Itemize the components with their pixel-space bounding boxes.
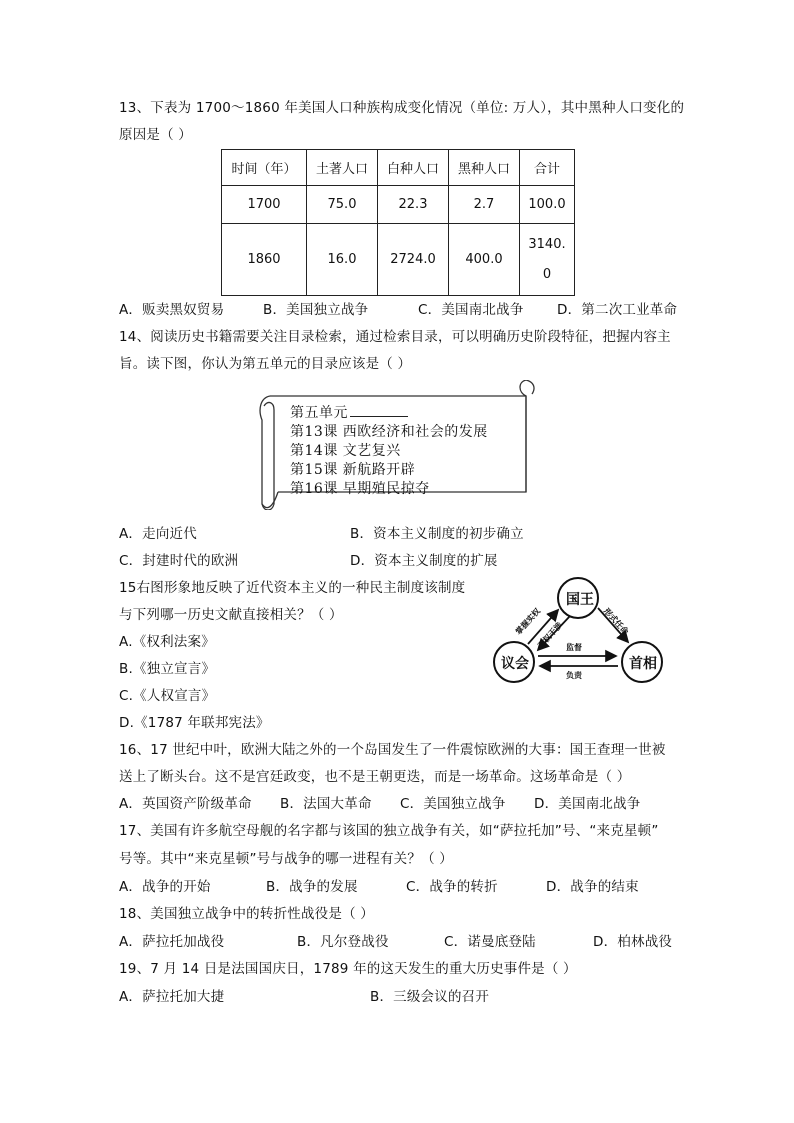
scroll-unit-heading xyxy=(290,402,408,422)
q14-stem-line1: 14、阅读历史书籍需要关注目录检索，通过检索目录，可以明确历史阶段特征，把握内容主 xyxy=(119,329,671,345)
table-cell: 1860 xyxy=(222,224,307,296)
q15-option-d[interactable]: D.《1787 年联邦宪法》 xyxy=(119,715,270,731)
q18-stem: 18、美国独立战争中的转折性战役是（ ） xyxy=(119,906,374,922)
table-cell-part: 0 xyxy=(542,266,552,282)
q14-option-d[interactable]: D．资本主义制度的扩展 xyxy=(350,553,498,569)
q17-option-d[interactable]: D．战争的结束 xyxy=(546,879,639,895)
table-row xyxy=(222,186,575,224)
table-of-contents-scroll xyxy=(256,380,536,510)
table-header-cell: 土著人口 xyxy=(307,150,378,186)
q19-stem: 19、7 月 14 日是法国国庆日，1789 年的这天发生的重大历史事件是（ ） xyxy=(119,961,577,977)
table-header-cell: 时间（年） xyxy=(222,150,307,186)
q17-option-a[interactable]: A．战争的开始 xyxy=(119,879,211,895)
table-cell: 2.7 xyxy=(449,186,520,224)
q13-option-b[interactable]: B．美国独立战争 xyxy=(263,302,369,318)
q19-option-b[interactable]: B．三级会议的召开 xyxy=(370,989,490,1005)
q15-option-c[interactable]: C.《人权宣言》 xyxy=(119,688,216,704)
q17-stem-line1: 17、美国有许多航空母舰的名字都与该国的独立战争有关，如“萨拉托加”号、“来克星顿” xyxy=(119,823,659,839)
table-cell: 1700 xyxy=(222,186,307,224)
q14-stem-line2: 旨。读下图，你认为第五单元的目录应该是（ ） xyxy=(119,356,412,372)
scroll-unit-label: 第五单元 xyxy=(290,405,348,421)
table-cell: 75.0 xyxy=(307,186,378,224)
arrow-label: 形式任命 xyxy=(601,606,631,637)
q15-option-a[interactable]: A.《权利法案》 xyxy=(119,634,215,650)
king-node: 国王 xyxy=(566,592,594,608)
q14-option-c[interactable]: C．封建时代的欧洲 xyxy=(119,553,239,569)
q16-option-b[interactable]: B．法国大革命 xyxy=(280,796,372,812)
blank-line xyxy=(350,416,408,417)
q13-stem-line2: 原因是（ ） xyxy=(119,127,192,143)
q14-option-b[interactable]: B．资本主义制度的初步确立 xyxy=(350,526,524,542)
arrow-label: 负责 xyxy=(566,671,582,680)
q14-option-a[interactable]: A．走向近代 xyxy=(119,526,197,542)
table-cell: 22.3 xyxy=(378,186,449,224)
q15-stem-line1: 15右图形象地反映了近代资本主义的一种民主制度该制度 xyxy=(119,580,466,596)
constitutional-monarchy-diagram xyxy=(490,576,666,688)
table-cell: 2724.0 xyxy=(378,224,449,296)
q18-option-b[interactable]: B．凡尔登战役 xyxy=(297,934,389,950)
table-cell: 400.0 xyxy=(449,224,520,296)
q13-option-d[interactable]: D．第二次工业革命 xyxy=(557,302,678,318)
q13-option-c[interactable]: C．美国南北战争 xyxy=(418,302,524,318)
parliament-node: 议会 xyxy=(501,656,529,672)
table-cell: 16.0 xyxy=(307,224,378,296)
arrow-label: 掌握实权 xyxy=(513,606,543,637)
q13-option-a[interactable]: A．贩卖黑奴贸易 xyxy=(119,302,225,318)
q17-stem-line2: 号等。其中“来克星顿”号与战争的哪一进程有关？（ ） xyxy=(119,851,453,867)
table-row xyxy=(222,224,575,296)
q19-option-a[interactable]: A．萨拉托加大捷 xyxy=(119,989,225,1005)
q13-stem-line1: 13、下表为 1700～1860 年美国人口种族构成变化情况（单位: 万人），其中黑种人口变化的 xyxy=(119,100,685,116)
q18-option-c[interactable]: C．诺曼底登陆 xyxy=(444,934,536,950)
scroll-lesson: 第16课 早期殖民掠夺 xyxy=(290,481,430,497)
table-header-cell: 白种人口 xyxy=(378,150,449,186)
scroll-lesson: 第13课 西欧经济和社会的发展 xyxy=(290,424,488,440)
q16-stem-line2: 送上了断头台。这不是宫廷政变，也不是王朝更迭，而是一场革命。这场革命是（ ） xyxy=(119,769,631,785)
population-table xyxy=(221,149,575,296)
table-header-cell: 合计 xyxy=(520,150,575,186)
q16-option-c[interactable]: C．美国独立战争 xyxy=(400,796,506,812)
scroll-lesson: 第14课 文艺复兴 xyxy=(290,443,401,459)
table-cell: 100.0 xyxy=(520,186,575,224)
q18-option-d[interactable]: D．柏林战役 xyxy=(593,934,673,950)
q18-option-a[interactable]: A．萨拉托加战役 xyxy=(119,934,225,950)
arrow-label: 监督 xyxy=(566,643,582,652)
q16-option-a[interactable]: A．英国资产阶级革命 xyxy=(119,796,252,812)
table-header-row xyxy=(222,150,575,186)
arrow-label: 无权干涉 xyxy=(535,620,565,651)
table-cell-part: 3140. xyxy=(528,236,566,252)
q15-option-b[interactable]: B.《独立宣言》 xyxy=(119,661,216,677)
q17-option-c[interactable]: C．战争的转折 xyxy=(406,879,498,895)
table-header-cell: 黑种人口 xyxy=(449,150,520,186)
prime-minister-node: 首相 xyxy=(629,656,657,672)
q17-option-b[interactable]: B．战争的发展 xyxy=(266,879,358,895)
scroll-lesson: 第15课 新航路开辟 xyxy=(290,462,416,478)
q16-stem-line1: 16、17 世纪中叶，欧洲大陆之外的一个岛国发生了一件震惊欧洲的大事：国王查理一世被 xyxy=(119,742,666,758)
q16-option-d[interactable]: D．美国南北战争 xyxy=(534,796,641,812)
table-cell-total xyxy=(520,224,575,296)
q15-stem-line2: 与下列哪一历史文献直接相关？（ ） xyxy=(119,607,343,623)
